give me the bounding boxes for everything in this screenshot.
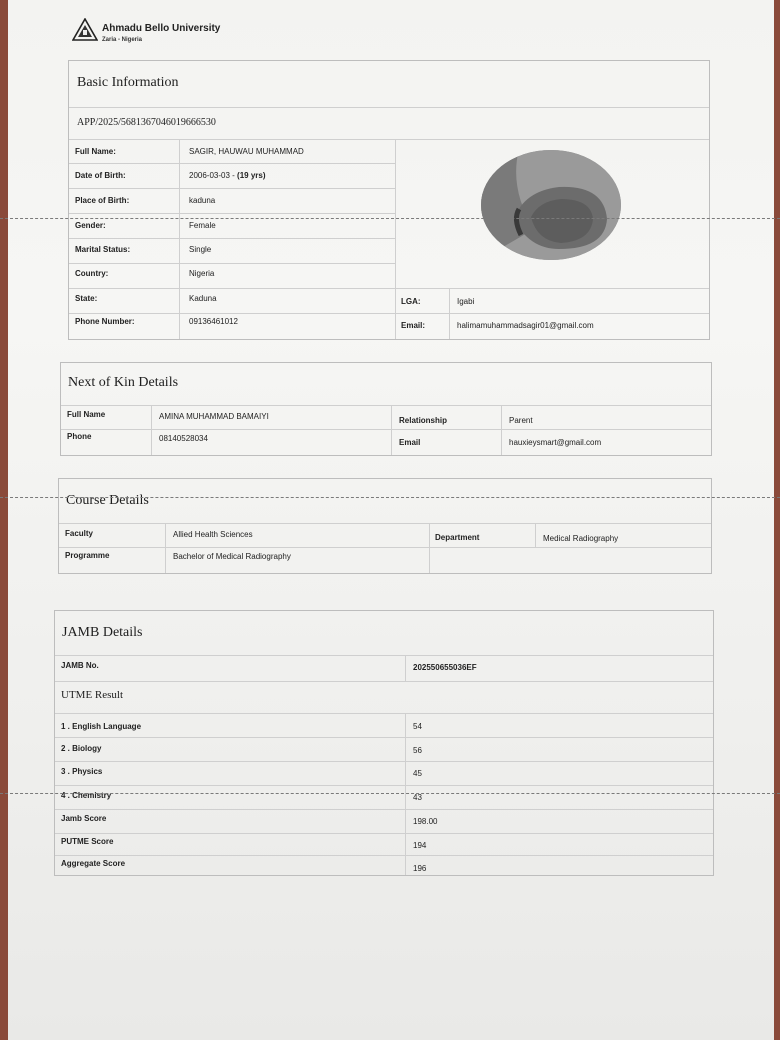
state-value: Kaduna	[189, 294, 217, 303]
programme-label: Programme	[65, 551, 110, 560]
fold-line	[0, 793, 780, 794]
date-of-birth-value: 2006-03-03 - (19 yrs)	[189, 171, 266, 180]
jamb-score-value: 198.00	[413, 817, 438, 826]
kin-phone-value: 08140528034	[159, 434, 208, 443]
jamb-number-value: 202550655036EF	[413, 663, 477, 672]
university-name: Ahmadu Bello University	[102, 23, 221, 34]
putme-score-label: PUTME Score	[61, 837, 114, 846]
date-of-birth-label: Date of Birth:	[75, 171, 126, 180]
jamb-number-label: JAMB No.	[61, 661, 99, 670]
kin-email-value: hauxieysmart@gmail.com	[509, 438, 602, 447]
subject-2-score: 56	[413, 746, 422, 755]
phone-number-value: 09136461012	[189, 317, 238, 326]
lga-value: Igabi	[457, 297, 475, 306]
section-title: JAMB Details	[62, 625, 143, 640]
subject-1-score: 54	[413, 722, 422, 731]
faculty-label: Faculty	[65, 529, 94, 538]
place-of-birth-label: Place of Birth:	[75, 196, 130, 205]
aggregate-score-value: 196	[413, 864, 427, 873]
age-value: (19 yrs)	[237, 171, 266, 180]
programme-value: Bachelor of Medical Radiography	[173, 552, 291, 561]
email-value: halimamuhammadsagir01@gmail.com	[457, 321, 594, 330]
email-label: Email:	[401, 321, 426, 330]
country-value: Nigeria	[189, 269, 215, 278]
section-title: Next of Kin Details	[68, 375, 179, 390]
course-details-section	[58, 478, 712, 574]
subject-4-label: 4 . Chemistry	[61, 791, 112, 800]
relationship-value: Parent	[509, 416, 533, 425]
subject-3-label: 3 . Physics	[61, 767, 103, 776]
country-label: Country:	[75, 269, 109, 278]
full-name-value: SAGIR, HAUWAU MUHAMMAD	[189, 147, 304, 156]
section-title: Course Details	[66, 493, 149, 508]
gender-value: Female	[189, 221, 216, 230]
basic-information-section	[68, 60, 710, 340]
utme-result-title: UTME Result	[61, 689, 124, 701]
subject-2-label: 2 . Biology	[61, 744, 102, 753]
relationship-label: Relationship	[399, 416, 448, 425]
university-logo-icon	[72, 18, 98, 42]
department-value: Medical Radiography	[543, 534, 619, 543]
fold-line	[0, 497, 780, 498]
next-of-kin-section	[60, 362, 712, 456]
putme-score-value: 194	[413, 841, 427, 850]
kin-full-name-label: Full Name	[67, 410, 106, 419]
application-number: APP/2025/5681367046019666530	[77, 117, 216, 128]
place-of-birth-value: kaduna	[189, 196, 216, 205]
state-label: State:	[75, 294, 98, 303]
phone-number-label: Phone Number:	[75, 317, 135, 326]
marital-status-label: Marital Status:	[75, 245, 131, 254]
subject-1-label: 1 . English Language	[61, 722, 142, 731]
subject-4-score: 43	[413, 793, 422, 802]
kin-email-label: Email	[399, 438, 421, 447]
subject-3-score: 45	[413, 769, 422, 778]
university-location: Zaria - Nigeria	[102, 37, 143, 43]
full-name-label: Full Name:	[75, 147, 116, 156]
kin-full-name-value: AMINA MUHAMMAD BAMAIYI	[159, 412, 269, 421]
department-label: Department	[435, 533, 480, 542]
aggregate-score-label: Aggregate Score	[61, 859, 126, 868]
passport-photo	[479, 149, 623, 261]
jamb-details-section	[54, 610, 714, 876]
fold-line	[0, 218, 780, 219]
marital-status-value: Single	[189, 245, 212, 254]
gender-label: Gender:	[75, 221, 106, 230]
faculty-value: Allied Health Sciences	[173, 530, 253, 539]
lga-label: LGA:	[401, 297, 421, 306]
section-title: Basic Information	[77, 75, 179, 90]
jamb-score-label: Jamb Score	[61, 814, 107, 823]
kin-phone-label: Phone	[67, 432, 92, 441]
